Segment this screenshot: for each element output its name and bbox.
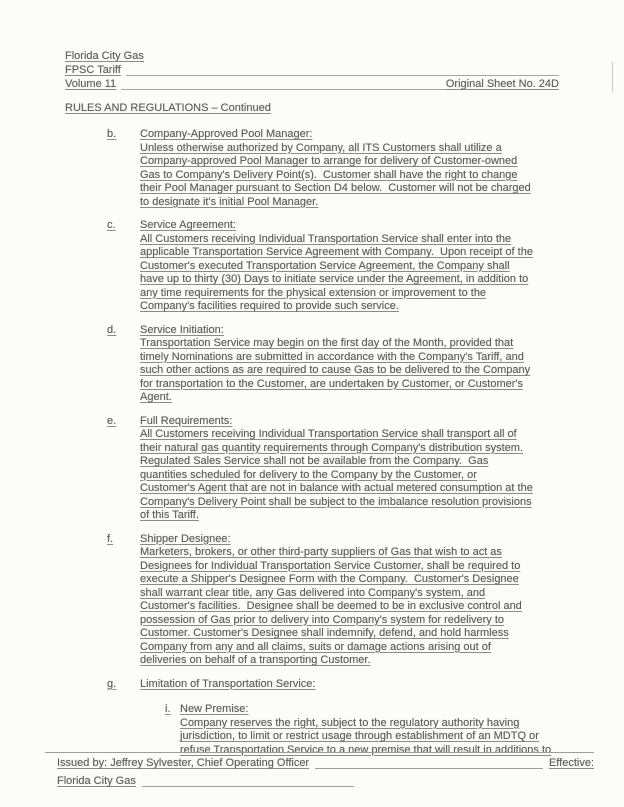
body-line: deliveries on behalf of a transporting Customer. <box>140 654 371 666</box>
item-title: New Premise: <box>180 703 249 715</box>
body-line: Company reserves the right, subject to the regulatory authority having <box>180 716 520 729</box>
body-line: Customer. Customer's Designee shall indemnify, defend, and hold harmless <box>140 627 509 639</box>
body-line: All Customers receiving Individual Transportation Service shall enter into the <box>140 232 512 245</box>
item-letter: f. <box>107 532 114 545</box>
body-line: applicable Transportation Service Agreement with Company. Upon receipt of the <box>140 246 533 258</box>
body-line: Transportation Service may begin on the first day of the Month, provided that <box>140 337 514 349</box>
body-line: timely Nominations are submitted in accordance with the Company's Tariff, and <box>140 350 524 363</box>
body-line: refuse Transportation Service to a new premise that will result in additions to <box>180 743 552 756</box>
footer-issued-by: Issued by: Jeffrey Sylvester, Chief Operating Officer <box>57 757 310 769</box>
subsection <box>165 703 577 757</box>
body-line: for transportation to the Customer, are undertaken by Customer, or Customer's <box>140 377 524 390</box>
item-title: Full Requirements: <box>140 414 233 427</box>
footer-issued-row <box>57 756 594 771</box>
section <box>107 533 577 668</box>
header-sheet-number: Original Sheet No. 24D <box>445 78 559 90</box>
body-line: to designate it's initial Pool Manager. <box>140 195 319 208</box>
body-line: Customer's Agent that are not in balance with actual metered consumption at the <box>140 482 533 494</box>
body-line: Marketers, brokers, or other third-party suppliers of Gas that wish to act as <box>140 546 502 558</box>
header-rule <box>126 75 559 76</box>
header-volume-row <box>65 77 559 91</box>
item-letter: g. <box>107 677 117 690</box>
body-line: Designees for Individual Transportation Service Customer, shall be required to <box>140 559 521 572</box>
body-line: Company from any and all claims, suits or damage actions arising out of <box>140 640 491 653</box>
scan-artifact <box>612 62 613 92</box>
footer-company-row <box>57 774 594 789</box>
item-letter: d. <box>107 323 117 336</box>
item-title: Limitation of Transportation Service: <box>140 677 316 690</box>
body-line: Company's Delivery Point shall be subject to the imbalance resolution provisions <box>140 495 532 508</box>
body-line: shall warrant clear title, any Gas delivered into Company's system, and <box>140 586 486 599</box>
body-line: have up to thirty (30) Days to initiate service under the Agreement, in addition to <box>140 273 529 285</box>
body-line: quantities scheduled for delivery to the Company by the Customer, or <box>140 468 477 481</box>
item-title: Service Agreement: <box>140 219 236 231</box>
body-line: Company-approved Pool Manager to arrange for delivery of Customer-owned <box>140 155 518 167</box>
page-header <box>65 49 559 91</box>
header-tariff: FPSC Tariff <box>65 64 121 76</box>
document-body <box>107 128 577 767</box>
body-line: Company's facilities required to provide such service. <box>140 300 399 312</box>
item-title: Shipper Designee: <box>140 532 231 545</box>
body-line: Agent. <box>140 391 172 403</box>
section <box>107 415 577 523</box>
body-line: possession of Gas prior to delivery into Company's system for redelivery to <box>140 613 505 626</box>
section <box>107 678 577 758</box>
item-title: Company-Approved Pool Manager: <box>140 128 313 140</box>
section <box>107 324 577 405</box>
body-line: their natural gas quantity requirements through Company's distribution system. <box>140 441 524 454</box>
body-line: execute a Shipper's Designee Form with the Company. Customer's Designee <box>140 573 519 585</box>
footer-company: Florida City Gas <box>57 775 136 787</box>
item-letter: e. <box>107 414 117 427</box>
header-volume: Volume 11 <box>65 78 117 90</box>
item-letter: i. <box>165 703 171 715</box>
item-title: Service Initiation: <box>140 323 224 336</box>
section <box>107 219 577 314</box>
body-line: their Pool Manager pursuant to Section D4 below. Customer will not be charged <box>140 182 531 194</box>
item-letter: b. <box>107 128 117 140</box>
body-line: of this Tariff. <box>140 509 199 521</box>
body-line: such other actions as are required to cause Gas to be delivered to the Company <box>140 364 531 376</box>
footer-rule <box>315 768 543 769</box>
section <box>107 128 577 209</box>
body-line: Regulated Sales Service shall not be available from the Company. Gas <box>140 455 489 467</box>
body-line: any time requirements for the physical extension or improvement to the <box>140 286 487 299</box>
page-footer <box>57 752 594 789</box>
body-line: jurisdiction, to limit or restrict usage through establishment of an MDTQ or <box>180 730 539 742</box>
body-line: All Customers receiving Individual Transportation Service shall transport all of <box>140 428 517 440</box>
header-rule <box>121 89 446 90</box>
header-company-row <box>65 49 559 63</box>
header-company: Florida City Gas <box>65 50 144 62</box>
footer-effective: Effective: <box>548 757 594 769</box>
page-title: RULES AND REGULATIONS – Continued <box>65 102 271 114</box>
footer-rule <box>142 786 354 787</box>
body-line: Customer's facilities. Designee shall be deemed to be in exclusive control and <box>140 600 522 612</box>
body-line: Unless otherwise authorized by Company, all ITS Customers shall utilize a <box>140 141 502 154</box>
body-line: Customer's executed Transportation Service Agreement, the Company shall <box>140 259 510 272</box>
item-letter: c. <box>107 219 116 231</box>
header-tariff-row <box>65 63 559 77</box>
body-line: Gas to Company's Delivery Point(s). Customer shall have the right to change <box>140 168 518 181</box>
